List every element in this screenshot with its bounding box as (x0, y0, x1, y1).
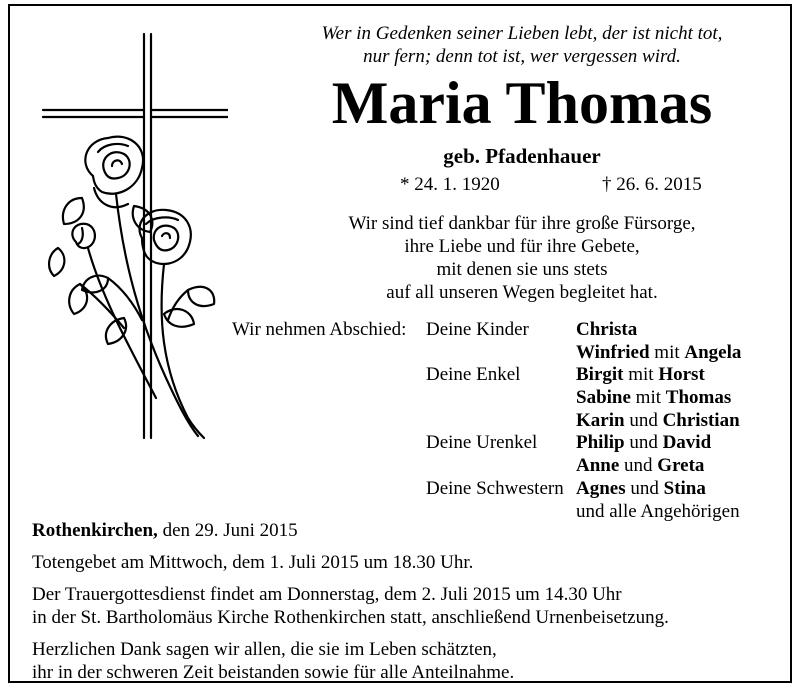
family-joiner: mit (630, 387, 666, 408)
thanks-line: Wir sind tief dankbar für ihre große Fürsorge, (348, 213, 696, 234)
thanks-line: ihre Liebe und für ihre Gebete, (404, 236, 640, 257)
family-joiner: und (619, 455, 658, 476)
farewell-label: Wir nehmen Abschied: (232, 319, 407, 340)
family-line (576, 410, 740, 432)
family-joiner: und (625, 478, 664, 499)
date: den 29. Juni 2015 (157, 520, 298, 541)
family-joiner: mit (623, 364, 659, 385)
death-date: † 26. 6. 2015 (602, 174, 702, 195)
family-joiner: und (624, 432, 663, 453)
group-label-schwestern: Deine Schwestern (426, 478, 564, 499)
family-joiner: mit (649, 342, 685, 363)
maiden-name: geb. Pfadenhauer (443, 144, 601, 168)
cross-with-roses-icon (38, 28, 228, 448)
group-label-enkel: Deine Enkel (426, 364, 521, 385)
family-line (576, 478, 706, 500)
family-line (576, 432, 711, 454)
family-name: Christa (576, 319, 638, 340)
thanks-line: auf all unseren Wegen begleitet hat. (386, 282, 658, 303)
family-name: Winfried (576, 342, 650, 363)
family-name: Greta (657, 455, 705, 476)
family-line (576, 387, 731, 409)
group-label-kinder: Deine Kinder (426, 319, 529, 340)
family-line (576, 501, 740, 523)
family-name: Sabine (576, 387, 631, 408)
obituary-notice (8, 4, 792, 683)
deceased-name: Maria Thomas (331, 70, 713, 136)
place: Rothenkirchen, (32, 520, 158, 541)
service-notice-line: Der Trauergottesdienst findet am Donnerstag, dem 2. Juli 2015 um 14.30 Uhr (32, 584, 622, 605)
family-line (576, 342, 741, 364)
family-name: Agnes (576, 478, 626, 499)
service-notice-line: in der St. Bartholomäus Kirche Rothenkirchen statt, anschließend Urnenbeisetzung. (32, 607, 669, 628)
family-line (576, 455, 704, 477)
family-line (576, 364, 705, 386)
prayer-notice: Totengebet am Mittwoch, dem 1. Juli 2015 um 18.30 Uhr. (32, 552, 474, 573)
birth-date: * 24. 1. 1920 (400, 174, 500, 195)
motto-line: nur fern; denn tot ist, wer vergessen wird. (363, 46, 681, 67)
family-name: Stina (663, 478, 706, 499)
group-label-urenkel: Deine Urenkel (426, 432, 538, 453)
family-joiner: und (624, 410, 663, 431)
family-name: Karin (576, 410, 625, 431)
family-name: Philip (576, 432, 625, 453)
motto-line: Wer in Gedenken seiner Lieben lebt, der ist nicht tot, (321, 23, 723, 44)
family-name: Anne (576, 455, 620, 476)
family-line (576, 319, 637, 341)
family-joiner: und alle Angehörigen (576, 501, 740, 522)
family-name: Christian (662, 410, 740, 431)
family-name: David (662, 432, 712, 453)
closing-thanks-line: ihr in der schweren Zeit beistanden sowie für alle Anteilnahme. (32, 662, 515, 683)
place-date (32, 520, 298, 542)
family-name: Horst (658, 364, 705, 385)
family-name: Thomas (665, 387, 732, 408)
family-name: Angela (684, 342, 742, 363)
thanks-line: mit denen sie uns stets (436, 259, 608, 280)
family-name: Birgit (576, 364, 624, 385)
closing-thanks-line: Herzlichen Dank sagen wir allen, die sie im Leben schätzten, (32, 639, 497, 660)
